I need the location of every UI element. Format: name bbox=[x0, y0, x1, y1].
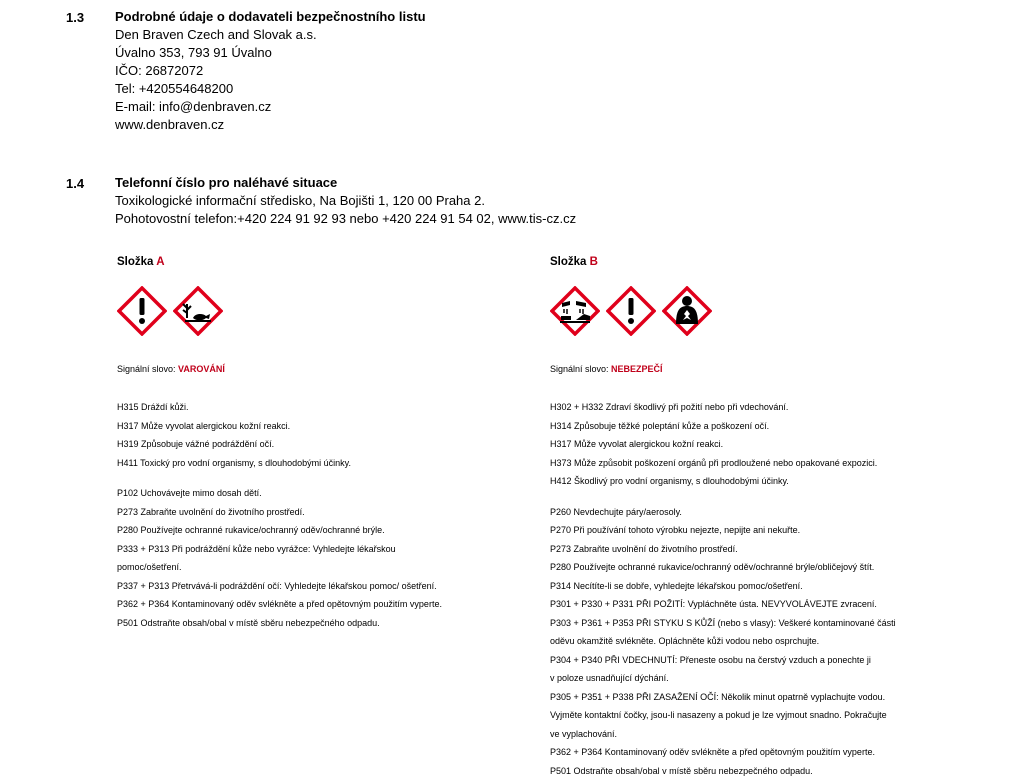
signal-word: NEBEZPEČÍ bbox=[611, 364, 663, 374]
precautionary-statement: P337 + P313 Přetrvává-li podráždění očí: Vyhledejte lékařskou pomoc/ ošetření. bbox=[117, 577, 517, 596]
precautionary-statement: P362 + P364 Kontaminovaný oděv svlékněte a před opětovným použitím vyperte. bbox=[550, 743, 970, 762]
precautionary-statement: Vyjměte kontaktní čočky, jsou-li nasazeny a pokud je lze vyjmout snadno. Pokračujte bbox=[550, 706, 970, 725]
precautionary-statement: P304 + P340 PŘI VDECHNUTÍ: Přeneste osobu na čerstvý vzduch a ponechte ji bbox=[550, 651, 970, 670]
component-title bbox=[117, 256, 517, 270]
hazard-statement: H314 Způsobuje těžké poleptání kůže a poškození očí. bbox=[550, 417, 970, 436]
precautionary-statement: P314 Necítíte-li se dobře, vyhledejte lékařskou pomoc/ošetření. bbox=[550, 577, 970, 596]
supplier-name: Den Braven Czech and Slovak a.s. bbox=[115, 26, 426, 44]
supplier-phone: Tel: +420554648200 bbox=[115, 80, 426, 98]
section-number: 1.4 bbox=[66, 176, 84, 191]
hazard-statement: H315 Dráždí kůži. bbox=[117, 398, 517, 417]
precautionary-statement: P260 Nevdechujte páry/aerosoly. bbox=[550, 503, 970, 522]
supplier-address: Úvalno 353, 793 91 Úvalno bbox=[115, 44, 426, 62]
section-title: Podrobné údaje o dodavateli bezpečnostního listu bbox=[115, 8, 426, 26]
precautionary-statement: P273 Zabraňte uvolnění do životního prostředí. bbox=[550, 540, 970, 559]
hazard-statement: H412 Škodlivý pro vodní organismy, s dlouhodobými účinky. bbox=[550, 472, 970, 491]
hazard-statement: H317 Může vyvolat alergickou kožní reakci. bbox=[117, 417, 517, 436]
hazard-statements bbox=[117, 398, 517, 472]
precautionary-statement: P362 + P364 Kontaminovaný oděv svlékněte a před opětovným použitím vyperte. bbox=[117, 595, 517, 614]
component-title-prefix: Složka bbox=[117, 256, 156, 268]
hazard-statement: H373 Může způsobit poškození orgánů při prodloužené nebo opakované expozici. bbox=[550, 454, 970, 473]
section-title: Telefonní číslo pro naléhavé situace bbox=[115, 174, 576, 192]
precautionary-statement: P501 Odstraňte obsah/obal v místě sběru nebezpečného odpadu. bbox=[117, 614, 517, 633]
hazard-statements bbox=[550, 398, 970, 491]
component-letter: B bbox=[590, 256, 598, 268]
supplier-email[interactable]: E-mail: info@denbraven.cz bbox=[115, 98, 426, 116]
section-number: 1.3 bbox=[66, 10, 84, 25]
precautionary-statement: P270 Při používání tohoto výrobku nejezte, nepijte ani nekuřte. bbox=[550, 521, 970, 540]
section-content bbox=[115, 8, 426, 134]
hazard-statement: H317 Může vyvolat alergickou kožní reakci. bbox=[550, 435, 970, 454]
precautionary-statement: P333 + P313 Při podráždění kůže nebo vyrážce: Vyhledejte lékařskou bbox=[117, 540, 517, 559]
exclamation-mark-icon bbox=[117, 286, 167, 336]
signal-word-line bbox=[550, 364, 970, 376]
precautionary-statement: pomoc/ošetření. bbox=[117, 558, 517, 577]
precautionary-statement: P102 Uchovávejte mimo dosah dětí. bbox=[117, 484, 517, 503]
precautionary-statement: v poloze usnadňující dýchání. bbox=[550, 669, 970, 688]
signal-word-line bbox=[117, 364, 517, 376]
precautionary-statement: P301 + P330 + P331 PŘI POŽITÍ: Vypláchněte ústa. NEVYVOLÁVEJTE zvracení. bbox=[550, 595, 970, 614]
hazard-statement: H411 Toxický pro vodní organismy, s dlouhodobými účinky. bbox=[117, 454, 517, 473]
precautionary-statement: P280 Používejte ochranné rukavice/ochranný oděv/ochranné brýle/obličejový štít. bbox=[550, 558, 970, 577]
precautionary-statements bbox=[117, 484, 517, 632]
precautionary-statement: oděvu okamžitě svlékněte. Opláchněte kůži vodou nebo osprchujte. bbox=[550, 632, 970, 651]
precautionary-statement: P273 Zabraňte uvolnění do životního prostředí. bbox=[117, 503, 517, 522]
supplier-ico: IČO: 26872072 bbox=[115, 62, 426, 80]
component-a bbox=[117, 256, 517, 632]
precautionary-statements bbox=[550, 503, 970, 780]
signal-word: VAROVÁNÍ bbox=[178, 364, 225, 374]
precautionary-statement: P305 + P351 + P338 PŘI ZASAŽENÍ OČÍ: Několik minut opatrně vyplachujte vodou. bbox=[550, 688, 970, 707]
supplier-website[interactable]: www.denbraven.cz bbox=[115, 116, 426, 134]
component-letter: A bbox=[156, 256, 164, 268]
hazard-statement: H319 Způsobuje vážné podráždění očí. bbox=[117, 435, 517, 454]
section-content bbox=[115, 174, 576, 228]
precautionary-statement: P303 + P361 + P353 PŘI STYKU S KŮŽÍ (nebo s vlasy): Veškeré kontaminované části bbox=[550, 614, 970, 633]
exclamation-mark-icon bbox=[606, 286, 656, 336]
precautionary-statement: ve vyplachování. bbox=[550, 725, 970, 744]
corrosion-icon bbox=[550, 286, 600, 336]
hazard-statement: H302 + H332 Zdraví škodlivý při požití nebo při vdechování. bbox=[550, 398, 970, 417]
component-title bbox=[550, 256, 970, 270]
signal-word-label: Signální slovo: bbox=[550, 364, 611, 374]
environment-hazard-icon bbox=[173, 286, 223, 336]
ghs-pictograms bbox=[117, 286, 517, 344]
precautionary-statement: P280 Používejte ochranné rukavice/ochranný oděv/ochranné brýle. bbox=[117, 521, 517, 540]
emergency-phone: Pohotovostní telefon:+420 224 91 92 93 nebo +420 224 91 54 02, www.tis-cz.cz bbox=[115, 210, 576, 228]
signal-word-label: Signální slovo: bbox=[117, 364, 178, 374]
ghs-pictograms bbox=[550, 286, 970, 344]
toxicology-center: Toxikologické informační středisko, Na Bojišti 1, 120 00 Praha 2. bbox=[115, 192, 576, 210]
precautionary-statement: P501 Odstraňte obsah/obal v místě sběru nebezpečného odpadu. bbox=[550, 762, 970, 780]
component-b bbox=[550, 256, 970, 780]
component-title-prefix: Složka bbox=[550, 256, 590, 268]
health-hazard-icon bbox=[662, 286, 712, 336]
